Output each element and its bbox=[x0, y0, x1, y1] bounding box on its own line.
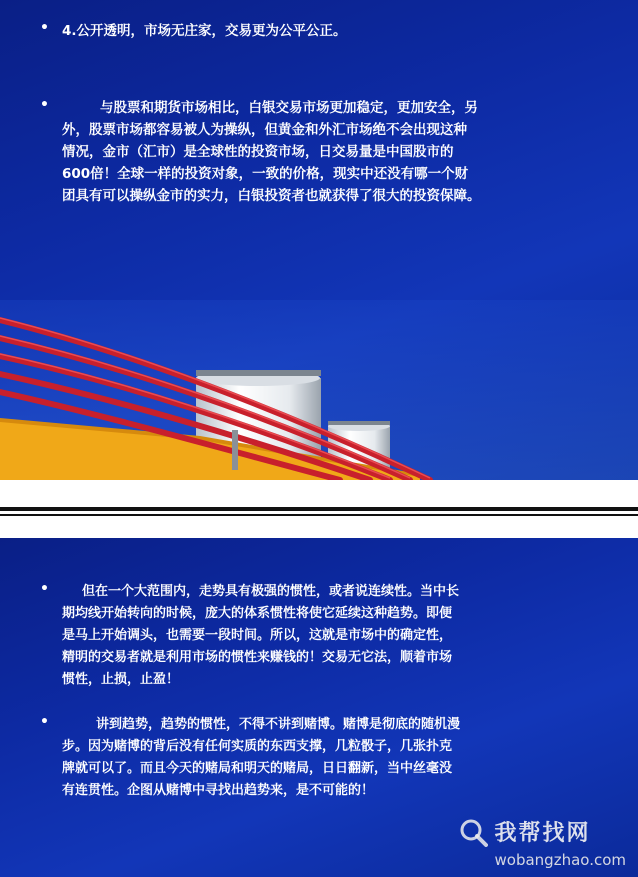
text-line: 但在一个大范围内，走势具有极强的惯性，或者说连续性。当中长 bbox=[82, 584, 460, 599]
slide-2 bbox=[0, 538, 638, 877]
text-line: 外，股票市场都容易被人为操纵，但黄金和外汇市场绝不会出现这种 bbox=[62, 122, 467, 138]
bullet-marker: • bbox=[40, 20, 49, 36]
bullet-marker: • bbox=[40, 97, 49, 113]
text-line: 600倍！全球一样的投资对象，一致的价格，现实中还没有哪一个财 bbox=[62, 166, 469, 182]
text-line: 惯性，止损，止盈！ bbox=[62, 672, 180, 687]
slide2-bullet2-text bbox=[62, 714, 622, 802]
watermark-name: 我帮找网 bbox=[494, 821, 591, 846]
watermark bbox=[495, 816, 626, 869]
watermark-url: wobangzhao.com bbox=[494, 851, 626, 869]
page-divider bbox=[0, 507, 638, 511]
text-line: 与股票和期货市场相比，白银交易市场更加稳定，更加安全，另 bbox=[100, 100, 478, 116]
industrial-photo bbox=[0, 300, 638, 480]
text-line: 精明的交易者就是利用市场的惯性来赚钱的！交易无它法，顺着市场 bbox=[62, 650, 453, 665]
magnifier-icon bbox=[459, 818, 489, 848]
slide1-bullet1-text: 4.公开透明，市场无庄家，交易更为公平公正。 bbox=[62, 23, 347, 39]
text-line: 讲到趋势，趋势的惯性，不得不讲到赌博。赌博是彻底的随机漫 bbox=[96, 717, 461, 732]
bullet-marker: • bbox=[40, 581, 49, 597]
bullet-marker: • bbox=[40, 714, 49, 730]
text-line: 有连贯性。企图从赌博中寻找出趋势来，是不可能的！ bbox=[62, 783, 375, 798]
text-line: 期均线开始转向的时候，庞大的体系惯性将使它延续这种趋势。即便 bbox=[62, 606, 453, 621]
text-line: 情况，金市（汇市）是全球性的投资市场，日交易量是中国股市的 bbox=[62, 144, 454, 160]
slide2-bullet1-text bbox=[62, 581, 622, 691]
text-line: 是马上开始调头，也需要一段时间。所以，这就是市场中的确定性， bbox=[62, 628, 453, 643]
text-line: 牌就可以了。而且今天的赌局和明天的赌局，日日翻新，当中丝毫没 bbox=[62, 761, 453, 776]
page-divider bbox=[0, 514, 638, 516]
slide1-bullet2-text bbox=[62, 97, 622, 207]
text-line: 步。因为赌博的背后没有任何实质的东西支撑，几粒骰子，几张扑克 bbox=[62, 739, 453, 754]
text-line: 团具有可以操纵金市的实力，白银投资者也就获得了很大的投资保障。 bbox=[62, 188, 481, 204]
